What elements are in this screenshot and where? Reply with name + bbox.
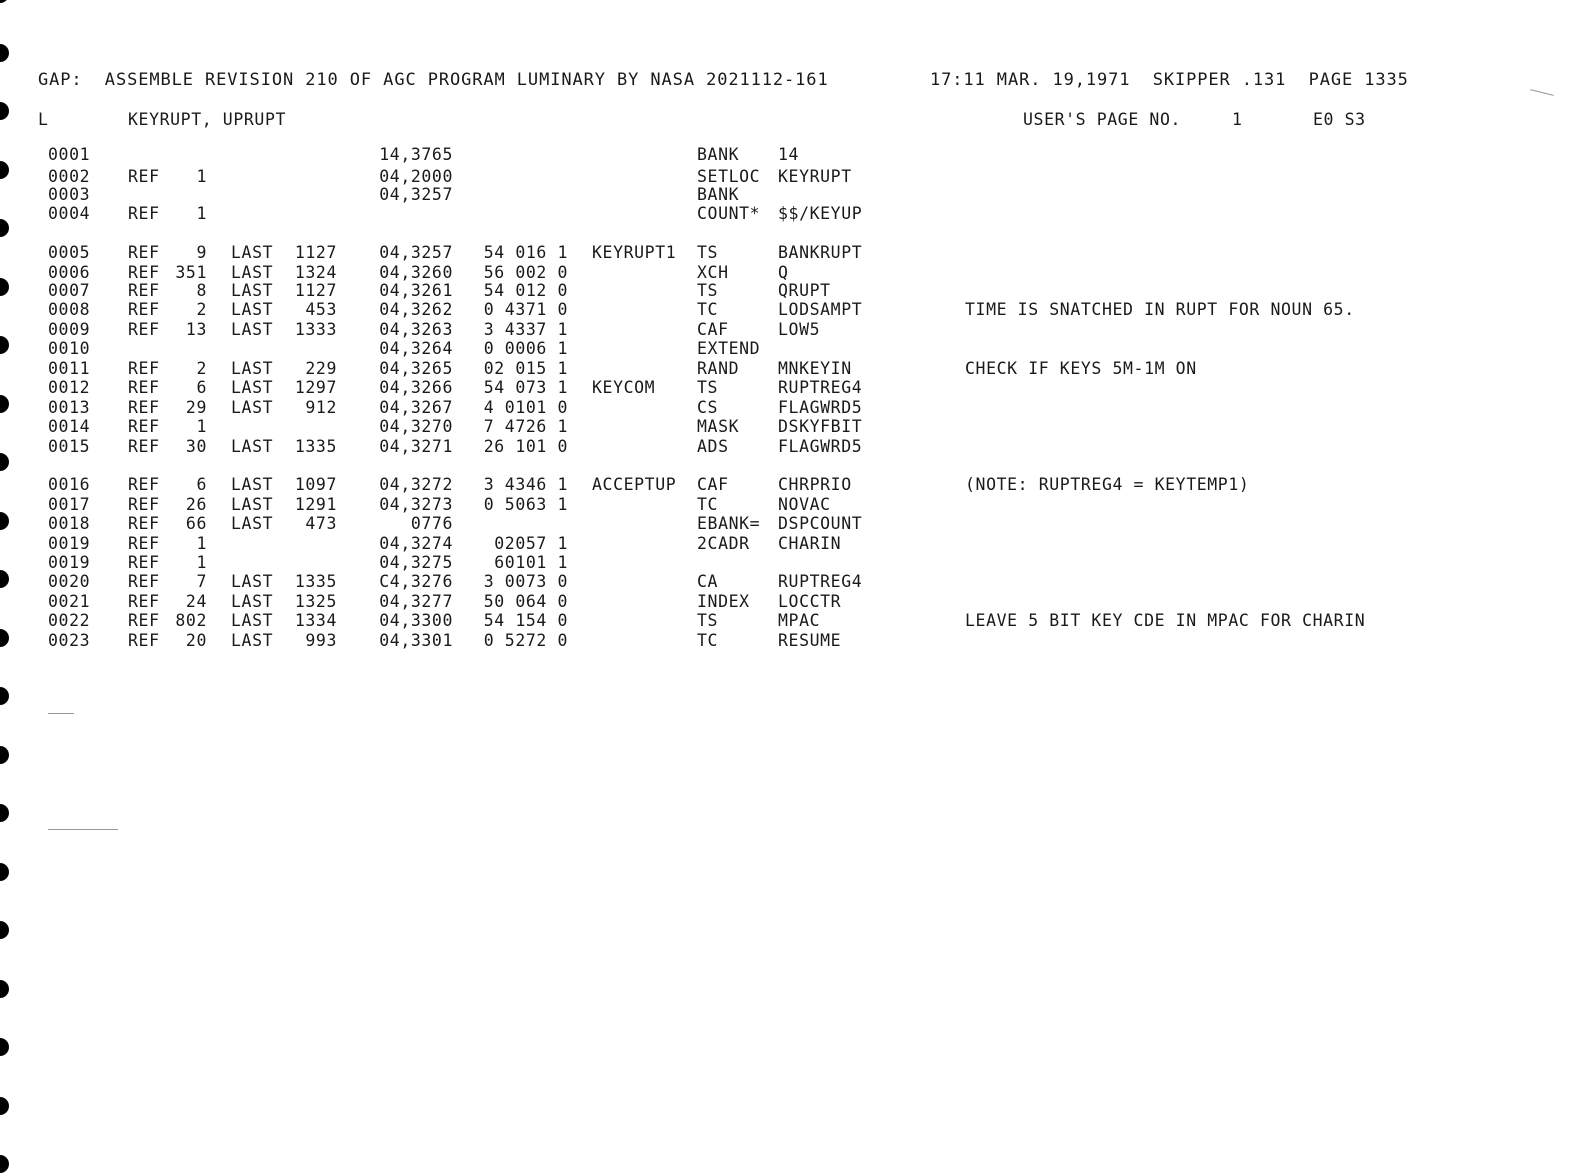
operand: MNKEYIN: [778, 359, 852, 378]
ref-label: REF: [128, 534, 160, 553]
punch-hole: [0, 44, 9, 62]
line-number: 0002: [48, 167, 91, 186]
ref-label: REF: [128, 592, 160, 611]
ref-count: 1: [196, 167, 207, 186]
address: 0776: [410, 514, 453, 533]
last-label: LAST: [231, 263, 274, 282]
last-label: LAST: [231, 243, 274, 262]
ref-count: 1: [196, 204, 207, 223]
punch-hole: [0, 921, 9, 939]
comment: CHECK IF KEYS 5M-1M ON: [965, 359, 1197, 378]
comment: TIME IS SNATCHED IN RUPT FOR NOUN 65.: [965, 300, 1355, 319]
operand: FLAGWRD5: [778, 437, 863, 456]
operand: Q: [778, 263, 789, 282]
opcode: 2CADR: [697, 534, 750, 553]
ref-label: REF: [128, 167, 160, 186]
ref-label: REF: [128, 378, 160, 397]
routine-name: KEYRUPT, UPRUPT: [128, 110, 287, 129]
ref-label: REF: [128, 243, 160, 262]
last-page: 1127: [294, 281, 337, 300]
punch-hole: [0, 102, 9, 120]
octal-word: 3 0073 0: [483, 572, 568, 591]
operand: CHARIN: [778, 534, 842, 553]
ref-label: REF: [128, 475, 160, 494]
operand: RUPTREG4: [778, 572, 863, 591]
ref-label: REF: [128, 263, 160, 282]
address: 04,3257: [379, 185, 453, 204]
operand: FLAGWRD5: [778, 398, 863, 417]
address: 04,3274: [379, 534, 453, 553]
last-label: LAST: [231, 359, 274, 378]
last-page: 473: [305, 514, 337, 533]
operand: NOVAC: [778, 495, 831, 514]
ref-label: REF: [128, 572, 160, 591]
punch-hole: [0, 863, 9, 881]
line-number: 0005: [48, 243, 91, 262]
last-label: LAST: [231, 300, 274, 319]
last-page: 912: [305, 398, 337, 417]
opcode: TC: [697, 631, 719, 650]
opcode: MASK: [697, 417, 740, 436]
last-page: 1334: [294, 611, 337, 630]
octal-word: 50 064 0: [483, 592, 568, 611]
line-number: 0009: [48, 320, 91, 339]
octal-word: 02 015 1: [483, 359, 568, 378]
punch-hole: [0, 512, 9, 530]
octal-word: 7 4726 1: [483, 417, 568, 436]
octal-word: 54 154 0: [483, 611, 568, 630]
opcode: INDEX: [697, 592, 750, 611]
octal-word: 0 5063 1: [483, 495, 568, 514]
address: 04,3270: [379, 417, 453, 436]
opcode: TS: [697, 243, 719, 262]
line-number: 0012: [48, 378, 91, 397]
opcode: BANK: [697, 185, 740, 204]
last-label: LAST: [231, 631, 274, 650]
address: 04,3301: [379, 631, 453, 650]
octal-word: 02057 1: [494, 534, 568, 553]
line-number: 0022: [48, 611, 91, 630]
punch-hole: [0, 687, 9, 705]
opcode: XCH: [697, 263, 729, 282]
ref-label: REF: [128, 204, 160, 223]
ref-count: 351: [175, 263, 207, 282]
operand: LODSAMPT: [778, 300, 863, 319]
opcode: TC: [697, 300, 719, 319]
ref-count: 26: [185, 495, 207, 514]
symbol-label: KEYRUPT1: [592, 243, 677, 262]
last-page: 993: [305, 631, 337, 650]
octal-word: 60101 1: [494, 553, 568, 572]
address: 04,3275: [379, 553, 453, 572]
punch-hole: [0, 980, 9, 998]
address: 04,3273: [379, 495, 453, 514]
ref-count: 20: [185, 631, 207, 650]
paper-speck: [48, 713, 74, 714]
octal-word: 56 002 0: [483, 263, 568, 282]
last-label: LAST: [231, 281, 274, 300]
last-label: LAST: [231, 437, 274, 456]
ref-label: REF: [128, 359, 160, 378]
last-page: 1097: [294, 475, 337, 494]
opcode: EXTEND: [697, 339, 761, 358]
page-code: E0 S3: [1313, 110, 1366, 129]
ref-count: 13: [185, 320, 207, 339]
punch-hole: [0, 1097, 9, 1115]
address: 04,3261: [379, 281, 453, 300]
ref-count: 24: [185, 592, 207, 611]
paper-speck: [1530, 89, 1554, 96]
opcode: CS: [697, 398, 719, 417]
last-page: 1127: [294, 243, 337, 262]
line-number: 0023: [48, 631, 91, 650]
line-number: 0007: [48, 281, 91, 300]
punch-hole: [0, 570, 9, 588]
last-page: 1325: [294, 592, 337, 611]
line-number: 0018: [48, 514, 91, 533]
address: 04,2000: [379, 167, 453, 186]
ref-count: 1: [196, 534, 207, 553]
operand: LOCCTR: [778, 592, 842, 611]
line-number: 0006: [48, 263, 91, 282]
punch-hole: [0, 161, 9, 179]
last-label: LAST: [231, 572, 274, 591]
opcode: CAF: [697, 475, 729, 494]
operand: 14: [778, 145, 800, 164]
opcode: CA: [697, 572, 719, 591]
operand: KEYRUPT: [778, 167, 852, 186]
last-page: 453: [305, 300, 337, 319]
ref-label: REF: [128, 495, 160, 514]
address: 04,3277: [379, 592, 453, 611]
opcode: EBANK=: [697, 514, 761, 533]
ref-label: REF: [128, 417, 160, 436]
operand: BANKRUPT: [778, 243, 863, 262]
last-label: LAST: [231, 475, 274, 494]
ref-label: REF: [128, 631, 160, 650]
line-number: 0014: [48, 417, 91, 436]
octal-word: 0 0006 1: [483, 339, 568, 358]
address: 04,3257: [379, 243, 453, 262]
ref-count: 1: [196, 553, 207, 572]
operand: DSPCOUNT: [778, 514, 863, 533]
line-number: 0015: [48, 437, 91, 456]
operand: DSKYFBIT: [778, 417, 863, 436]
ref-label: REF: [128, 320, 160, 339]
address: 04,3260: [379, 263, 453, 282]
punch-hole: [0, 629, 9, 647]
users-page-label: USER'S PAGE NO.: [1023, 110, 1182, 129]
octal-word: 3 4346 1: [483, 475, 568, 494]
punch-hole: [0, 336, 9, 354]
comment: (NOTE: RUPTREG4 = KEYTEMP1): [965, 475, 1250, 494]
opcode: TS: [697, 378, 719, 397]
line-number: 0010: [48, 339, 91, 358]
ref-label: REF: [128, 611, 160, 630]
ref-count: 29: [185, 398, 207, 417]
opcode: CAF: [697, 320, 729, 339]
opcode: ADS: [697, 437, 729, 456]
operand: RUPTREG4: [778, 378, 863, 397]
opcode: TS: [697, 281, 719, 300]
paper-speck: [48, 829, 118, 830]
last-page: 1335: [294, 572, 337, 591]
opcode: TC: [697, 495, 719, 514]
page-header-title: GAP: ASSEMBLE REVISION 210 OF AGC PROGRAM LUMINARY BY NASA 2021112-161: [38, 70, 829, 90]
line-number: 0001: [48, 145, 91, 164]
opcode: COUNT*: [697, 204, 761, 223]
line-number: 0016: [48, 475, 91, 494]
ref-count: 802: [175, 611, 207, 630]
last-label: LAST: [231, 320, 274, 339]
comment: LEAVE 5 BIT KEY CDE IN MPAC FOR CHARIN: [965, 611, 1366, 630]
octal-word: 0 4371 0: [483, 300, 568, 319]
address: 04,3265: [379, 359, 453, 378]
line-number: 0011: [48, 359, 91, 378]
address: 04,3300: [379, 611, 453, 630]
line-number: 0017: [48, 495, 91, 514]
users-page-number: 1: [1232, 110, 1243, 129]
octal-word: 54 073 1: [483, 378, 568, 397]
operand: LOW5: [778, 320, 821, 339]
line-number: 0004: [48, 204, 91, 223]
last-label: LAST: [231, 592, 274, 611]
line-number: 0021: [48, 592, 91, 611]
punch-hole: [0, 746, 9, 764]
octal-word: 3 4337 1: [483, 320, 568, 339]
last-page: 1333: [294, 320, 337, 339]
address: 04,3271: [379, 437, 453, 456]
punch-hole: [0, 804, 9, 822]
last-label: LAST: [231, 378, 274, 397]
punch-hole: [0, 1155, 9, 1173]
ref-count: 6: [196, 378, 207, 397]
last-label: LAST: [231, 514, 274, 533]
last-page: 229: [305, 359, 337, 378]
punch-hole: [0, 278, 9, 296]
section-marker: L: [38, 110, 49, 129]
ref-count: 2: [196, 300, 207, 319]
ref-label: REF: [128, 553, 160, 572]
opcode: TS: [697, 611, 719, 630]
punch-hole: [0, 0, 9, 3]
octal-word: 0 5272 0: [483, 631, 568, 650]
last-page: 1297: [294, 378, 337, 397]
ref-count: 2: [196, 359, 207, 378]
opcode: BANK: [697, 145, 740, 164]
ref-label: REF: [128, 281, 160, 300]
symbol-label: KEYCOM: [592, 378, 656, 397]
last-label: LAST: [231, 611, 274, 630]
operand: QRUPT: [778, 281, 831, 300]
line-number: 0020: [48, 572, 91, 591]
last-label: LAST: [231, 495, 274, 514]
ref-count: 66: [185, 514, 207, 533]
octal-word: 4 0101 0: [483, 398, 568, 417]
line-number: 0003: [48, 185, 91, 204]
ref-label: REF: [128, 437, 160, 456]
punch-hole: [0, 219, 9, 237]
line-number: 0013: [48, 398, 91, 417]
address: 04,3267: [379, 398, 453, 417]
ref-label: REF: [128, 514, 160, 533]
ref-count: 8: [196, 281, 207, 300]
line-number: 0008: [48, 300, 91, 319]
address: 04,3262: [379, 300, 453, 319]
operand: CHRPRIO: [778, 475, 852, 494]
last-label: LAST: [231, 398, 274, 417]
punch-hole: [0, 1038, 9, 1056]
octal-word: 26 101 0: [483, 437, 568, 456]
symbol-label: ACCEPTUP: [592, 475, 677, 494]
operand: RESUME: [778, 631, 842, 650]
address: 04,3264: [379, 339, 453, 358]
ref-label: REF: [128, 300, 160, 319]
ref-count: 1: [196, 417, 207, 436]
punch-hole: [0, 453, 9, 471]
ref-count: 30: [185, 437, 207, 456]
address: C4,3276: [379, 572, 453, 591]
ref-count: 7: [196, 572, 207, 591]
punch-hole: [0, 395, 9, 413]
line-number: 0019: [48, 553, 91, 572]
opcode: SETLOC: [697, 167, 761, 186]
line-number: 0019: [48, 534, 91, 553]
operand: $$/KEYUP: [778, 204, 863, 223]
operand: MPAC: [778, 611, 821, 630]
ref-count: 9: [196, 243, 207, 262]
address: 14,3765: [379, 145, 453, 164]
ref-count: 6: [196, 475, 207, 494]
ref-label: REF: [128, 398, 160, 417]
last-page: 1324: [294, 263, 337, 282]
octal-word: 54 016 1: [483, 243, 568, 262]
opcode: RAND: [697, 359, 740, 378]
address: 04,3266: [379, 378, 453, 397]
address: 04,3263: [379, 320, 453, 339]
octal-word: 54 012 0: [483, 281, 568, 300]
last-page: 1291: [294, 495, 337, 514]
address: 04,3272: [379, 475, 453, 494]
page-header-info: 17:11 MAR. 19,1971 SKIPPER .131 PAGE 1335: [930, 70, 1409, 90]
last-page: 1335: [294, 437, 337, 456]
